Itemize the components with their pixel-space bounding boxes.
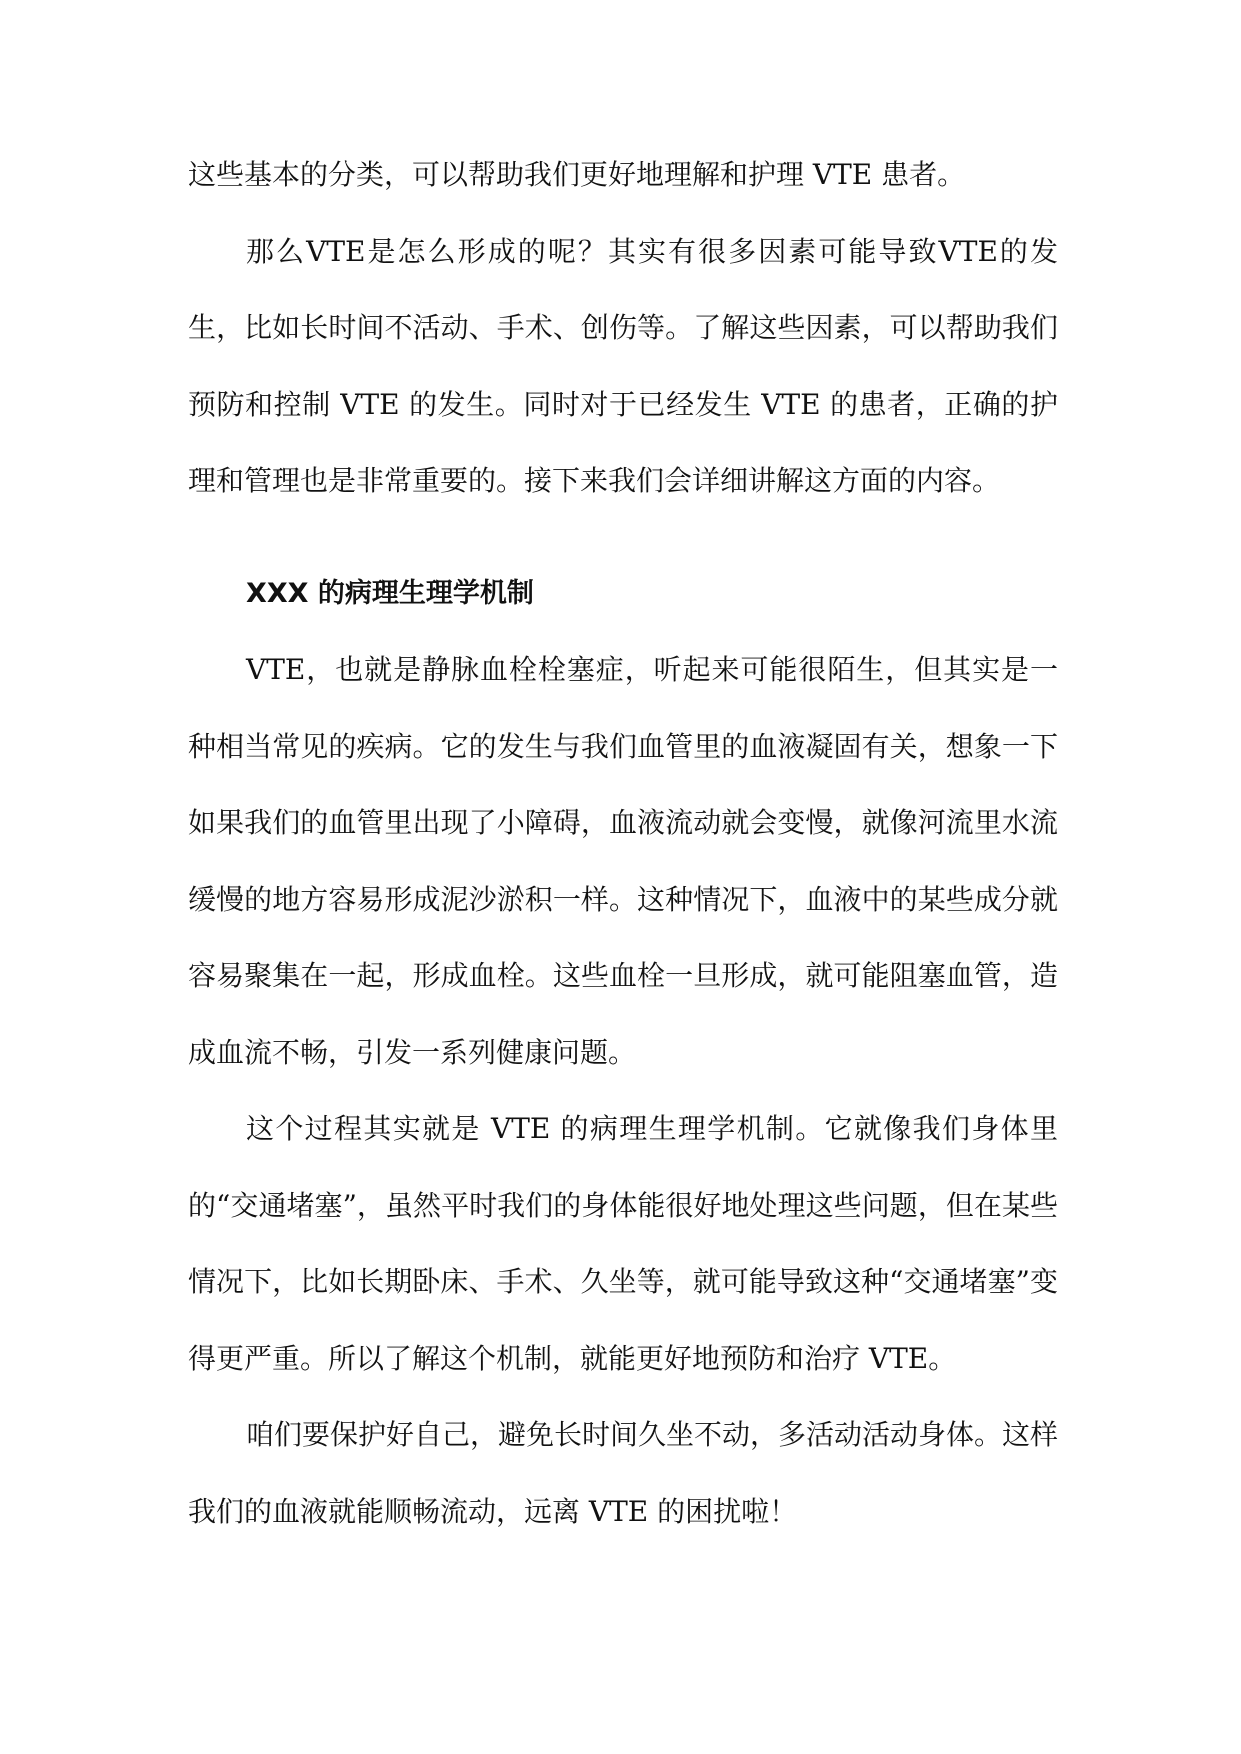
paragraph-mechanism: 这个过程其实就是 VTE 的病理生理学机制。它就像我们身体里的“交通堵塞”，虽然平时我们的身体能很好地处理这些问题，但在某些情况下，比如长期卧床、手术、久坐等，就可能导致这种“交通堵塞”变得更严重。所以了解这个机制，就能更好地预防和治疗 VTE。 xyxy=(188,1112,1058,1375)
section-heading: XXX 的病理生理学机制 xyxy=(246,577,534,609)
document-body xyxy=(188,137,1058,1550)
paragraph-continuation: 这些基本的分类，可以帮助我们更好地理解和护理 VTE 患者。 xyxy=(188,158,966,191)
paragraph-vte-formation: 那么VTE是怎么形成的呢？其实有很多因素可能导致VTE的发生，比如长时间不活动、手术、创伤等。了解这些因素，可以帮助我们预防和控制 VTE 的发生。同时对于已经发生 VTE 的患者，正确的护理和管理也是非常重要的。接下来我们会详细讲解这方面的内容。 xyxy=(188,234,1058,497)
paragraph-prevention: 咱们要保护好自己，避免长时间久坐不动，多活动活动身体。这样我们的血液就能顺畅流动，远离 VTE 的困扰啦！ xyxy=(188,1418,1059,1528)
paragraph-vte-definition: VTE，也就是静脉血栓栓塞症，听起来可能很陌生，但其实是一种相当常见的疾病。它的发生与我们血管里的血液凝固有关，想象一下如果我们的血管里出现了小障碍，血液流动就会变慢，就像河流里水流缓慢的地方容易形成泥沙淤积一样。这种情况下，血液中的某些成分就容易聚集在一起，形成血栓。这些血栓一旦形成，就可能阻塞血管，造成血流不畅，引发一系列健康问题。 xyxy=(188,653,1058,1069)
